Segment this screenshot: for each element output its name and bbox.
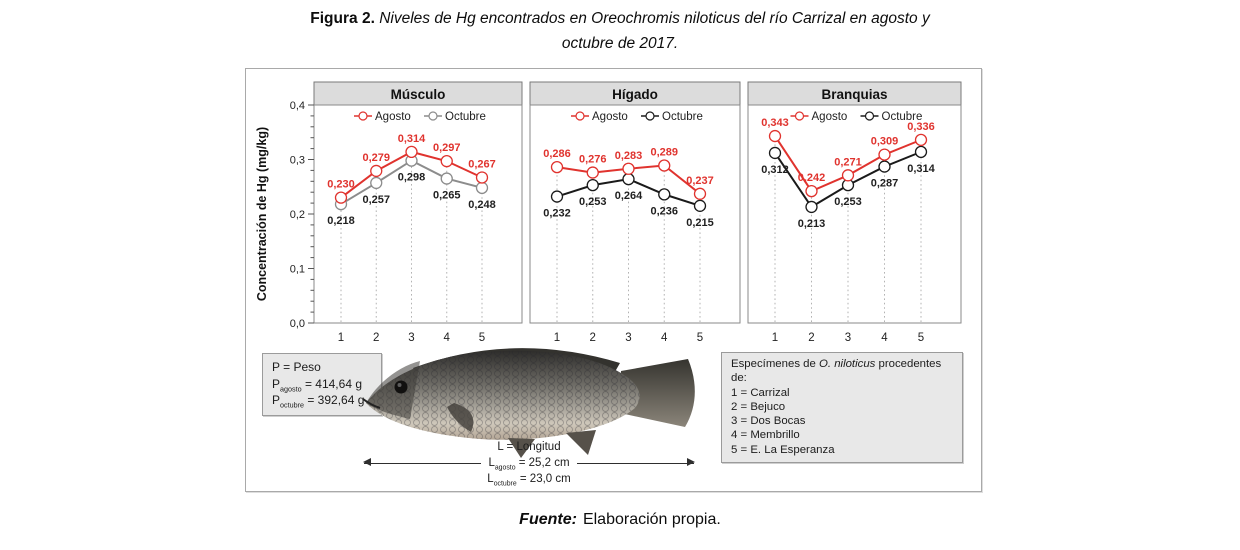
weight-symbol: P xyxy=(272,393,281,408)
weight-subscript: octubre xyxy=(280,400,304,410)
data-point-marker xyxy=(336,192,347,203)
data-label: 0,312 xyxy=(761,163,789,176)
specimen-item: 1 = Carrizal xyxy=(731,386,790,399)
x-tick-label: 2 xyxy=(373,332,380,344)
specimen-item: 5 = E. La Esperanza xyxy=(731,443,835,456)
data-point-marker xyxy=(770,147,781,158)
weight-subscript: agosto xyxy=(280,383,302,393)
legend-label: Agosto xyxy=(375,111,411,123)
data-label: 0,286 xyxy=(543,148,571,161)
legend-marker xyxy=(796,112,804,120)
y-tick-label: 0,2 xyxy=(289,209,305,221)
y-axis-title: Concentración de Hg (mg/kg) xyxy=(255,126,269,302)
y-tick-label: 0,3 xyxy=(289,154,305,167)
data-point-marker xyxy=(879,161,890,172)
x-tick-label: 5 xyxy=(917,332,925,344)
x-tick-label: 4 xyxy=(881,332,888,344)
figure-caption-line1 xyxy=(0,7,1240,32)
figure-number: Figura 2. xyxy=(310,10,375,27)
chart-title: Hígado xyxy=(612,87,658,102)
x-tick-label: 3 xyxy=(625,332,632,344)
specimens-info-box xyxy=(721,352,963,463)
y-tick-label: 0,0 xyxy=(289,318,305,330)
figure-panel xyxy=(245,68,982,492)
length-octubre xyxy=(364,471,694,487)
data-label: 0,309 xyxy=(870,135,899,148)
data-point-marker xyxy=(806,186,817,197)
data-label: 0,230 xyxy=(327,178,355,191)
data-point-marker xyxy=(441,173,452,184)
length-annotation xyxy=(364,439,694,487)
data-point-marker xyxy=(916,146,927,157)
arrow-head-left-icon xyxy=(363,458,371,466)
data-label: 0,343 xyxy=(761,117,789,130)
length-value: = 23,0 cm xyxy=(516,473,571,486)
specimen-item: 3 = Dos Bocas xyxy=(731,415,806,427)
specimens-intro: Especímenes de O. niloticus procedentes de: xyxy=(731,358,942,385)
length-arrow-left xyxy=(364,463,481,464)
data-point-marker xyxy=(623,174,634,185)
y-tick-label: 0,4 xyxy=(289,100,305,112)
data-point-marker xyxy=(623,163,634,174)
data-label: 0,248 xyxy=(468,198,496,211)
legend-label: Octubre xyxy=(881,111,923,123)
data-label: 0,265 xyxy=(432,189,461,202)
data-label: 0,276 xyxy=(578,153,607,166)
data-point-marker xyxy=(659,160,670,171)
data-label: 0,232 xyxy=(543,207,571,220)
data-label: 0,253 xyxy=(578,196,607,209)
data-point-marker xyxy=(587,167,598,178)
legend-marker xyxy=(866,112,874,120)
x-tick-label: 2 xyxy=(589,332,596,344)
data-label: 0,236 xyxy=(650,205,679,218)
legend-marker xyxy=(359,112,367,120)
length-symbol: L xyxy=(488,457,495,470)
weight-definition: P = Peso xyxy=(272,360,321,374)
data-label: 0,314 xyxy=(397,132,426,145)
data-label: 0,242 xyxy=(797,172,826,185)
chart-title: Músculo xyxy=(390,87,446,102)
data-label: 0,289 xyxy=(650,146,679,159)
data-label: 0,257 xyxy=(362,193,391,206)
length-arrow-right xyxy=(577,463,694,464)
chart-title: Branquias xyxy=(821,87,888,102)
data-point-marker xyxy=(406,146,417,157)
data-point-marker xyxy=(659,189,670,200)
x-tick-label: 4 xyxy=(443,332,450,344)
figure-caption xyxy=(0,7,1240,57)
weight-symbol: P xyxy=(272,376,281,391)
x-tick-label: 1 xyxy=(771,332,779,344)
data-point-marker xyxy=(695,188,706,199)
legend-label: Octubre xyxy=(662,111,703,123)
data-label: 0,336 xyxy=(907,120,935,133)
x-tick-label: 2 xyxy=(808,332,815,344)
data-point-marker xyxy=(770,131,781,142)
data-point-marker xyxy=(843,170,854,181)
specimen-item: 2 = Bejuco xyxy=(731,400,786,413)
x-tick-label: 1 xyxy=(553,332,561,344)
data-label: 0,287 xyxy=(870,177,899,190)
legend-label: Agosto xyxy=(592,111,628,123)
source-label: Fuente: xyxy=(519,511,577,528)
length-subscript: agosto xyxy=(494,464,516,472)
data-point-marker xyxy=(552,162,563,173)
x-tick-label: 1 xyxy=(337,332,345,344)
x-tick-label: 5 xyxy=(696,332,704,344)
data-label: 0,297 xyxy=(432,142,461,155)
data-point-marker xyxy=(477,172,488,183)
figure-caption-line2: octubre de 2017. xyxy=(561,34,679,52)
data-point-marker xyxy=(441,156,452,167)
data-point-marker xyxy=(916,134,927,145)
specimen-item: 4 = Membrillo xyxy=(731,429,800,442)
data-label: 0,215 xyxy=(686,216,714,229)
data-label: 0,237 xyxy=(686,174,714,187)
length-agosto xyxy=(481,455,576,471)
x-tick-label: 3 xyxy=(844,332,852,344)
figure-caption-text: Niveles de Hg encontrados en Oreochromis niloticus del río Carrizal en agosto y xyxy=(374,10,930,27)
data-label: 0,253 xyxy=(834,196,862,209)
length-arrow-row xyxy=(364,455,694,471)
data-point-marker xyxy=(477,182,488,193)
species-name: O. niloticus xyxy=(819,358,876,370)
data-label: 0,279 xyxy=(362,151,391,164)
weight-value: = 414,64 g xyxy=(301,376,362,391)
x-tick-label: 5 xyxy=(478,332,486,344)
legend-label: Agosto xyxy=(811,111,848,123)
x-tick-label: 3 xyxy=(408,332,415,344)
data-label: 0,271 xyxy=(834,156,862,169)
length-subscript: octubre xyxy=(493,480,517,488)
x-tick-label: 4 xyxy=(661,332,668,344)
data-label: 0,314 xyxy=(907,162,935,175)
legend-marker xyxy=(646,112,654,120)
length-value: = 25,2 cm xyxy=(515,457,570,470)
source-text: Elaboración propia. xyxy=(582,511,721,528)
data-label: 0,213 xyxy=(797,217,826,230)
data-point-marker xyxy=(879,149,890,160)
legend-marker xyxy=(429,112,437,120)
data-point-marker xyxy=(371,177,382,188)
data-label: 0,264 xyxy=(614,190,643,203)
data-point-marker xyxy=(587,180,598,191)
length-symbol: L xyxy=(487,473,494,486)
data-label: 0,298 xyxy=(397,171,426,184)
source-note xyxy=(0,511,1240,529)
data-label: 0,283 xyxy=(614,149,643,162)
weight-value: = 392,64 g xyxy=(304,393,365,408)
data-point-marker xyxy=(552,191,563,202)
data-point-marker xyxy=(806,201,817,212)
data-label: 0,218 xyxy=(327,215,355,228)
legend-marker xyxy=(576,112,584,120)
hg-concentration-charts xyxy=(246,69,981,369)
data-point-marker xyxy=(371,165,382,176)
legend-label: Octubre xyxy=(445,111,486,123)
data-label: 0,267 xyxy=(468,158,496,171)
y-tick-label: 0,1 xyxy=(289,263,305,276)
data-point-marker xyxy=(695,200,706,211)
arrow-head-right-icon xyxy=(687,458,695,466)
length-definition: L = Longitud xyxy=(497,441,561,453)
